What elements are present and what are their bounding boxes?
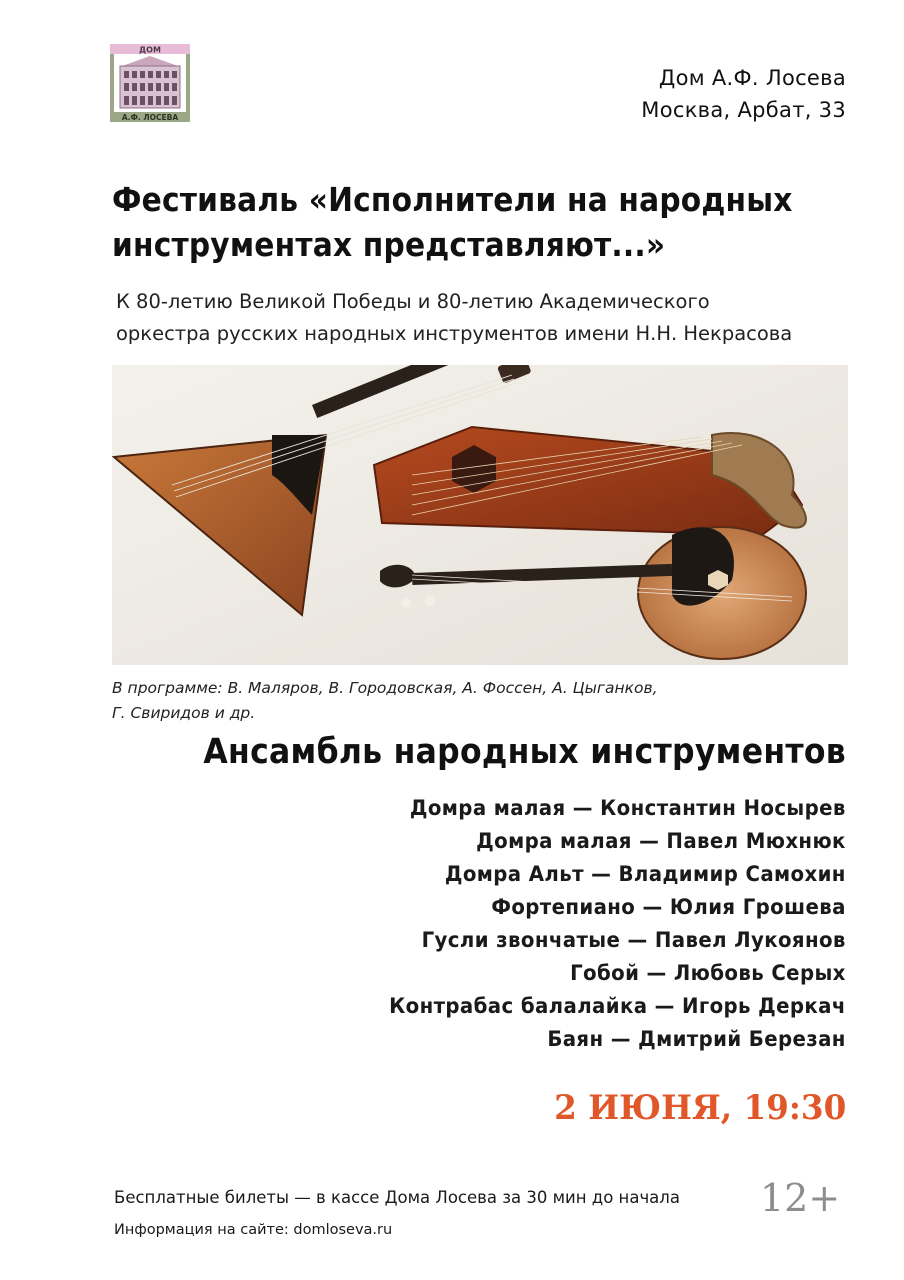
event-date: 2 ИЮНЯ, 19:30 xyxy=(553,1088,846,1128)
member-item: Гобой — Любовь Серых xyxy=(570,961,846,985)
member-item: Домра малая — Константин Носырев xyxy=(410,796,846,820)
subtitle-line-2: оркестра русских народных инструментов имени Н.Н. Некрасова xyxy=(116,322,793,345)
member-item: Контрабас балалайка — Игорь Деркач xyxy=(389,994,846,1018)
member-item: Баян — Дмитрий Березан xyxy=(547,1027,846,1051)
venue-address: Москва, Арбат, 33 xyxy=(641,98,846,122)
age-rating: 12+ xyxy=(760,1176,841,1220)
website-info: Информация на сайте: domloseva.ru xyxy=(114,1222,393,1238)
venue-logo xyxy=(108,44,192,122)
subtitle-line-1: К 80-летию Великой Победы и 80-летию Академического xyxy=(116,290,710,313)
member-item: Фортепиано — Юлия Грошева xyxy=(491,895,846,919)
venue-name: Дом А.Ф. Лосева xyxy=(658,66,846,90)
logo-top-text: ДОМ xyxy=(139,45,161,55)
member-item: Гусли звончатые — Павел Лукоянов xyxy=(421,928,846,952)
member-item: Домра Альт — Владимир Самохин xyxy=(445,862,846,886)
member-item: Домра малая — Павел Мюхнюк xyxy=(476,829,846,853)
tickets-info: Бесплатные билеты — в кассе Дома Лосева за 30 мин до начала xyxy=(114,1188,680,1207)
festival-title-line-2: инструментах представляют...» xyxy=(112,225,666,264)
logo-bottom-text: А.Ф. ЛОСЕВА xyxy=(121,113,179,122)
festival-title-line-1: Фестиваль «Исполнители на народных xyxy=(112,180,793,219)
ensemble-title: Ансамбль народных инструментов xyxy=(203,732,846,772)
program-line-1: В программе: В. Маляров, В. Городовская, А. Фоссен, А. Цыганков, xyxy=(112,679,658,697)
members-list xyxy=(360,792,846,1056)
program-line-2: Г. Свиридов и др. xyxy=(112,704,256,722)
instruments-photo xyxy=(112,365,848,665)
